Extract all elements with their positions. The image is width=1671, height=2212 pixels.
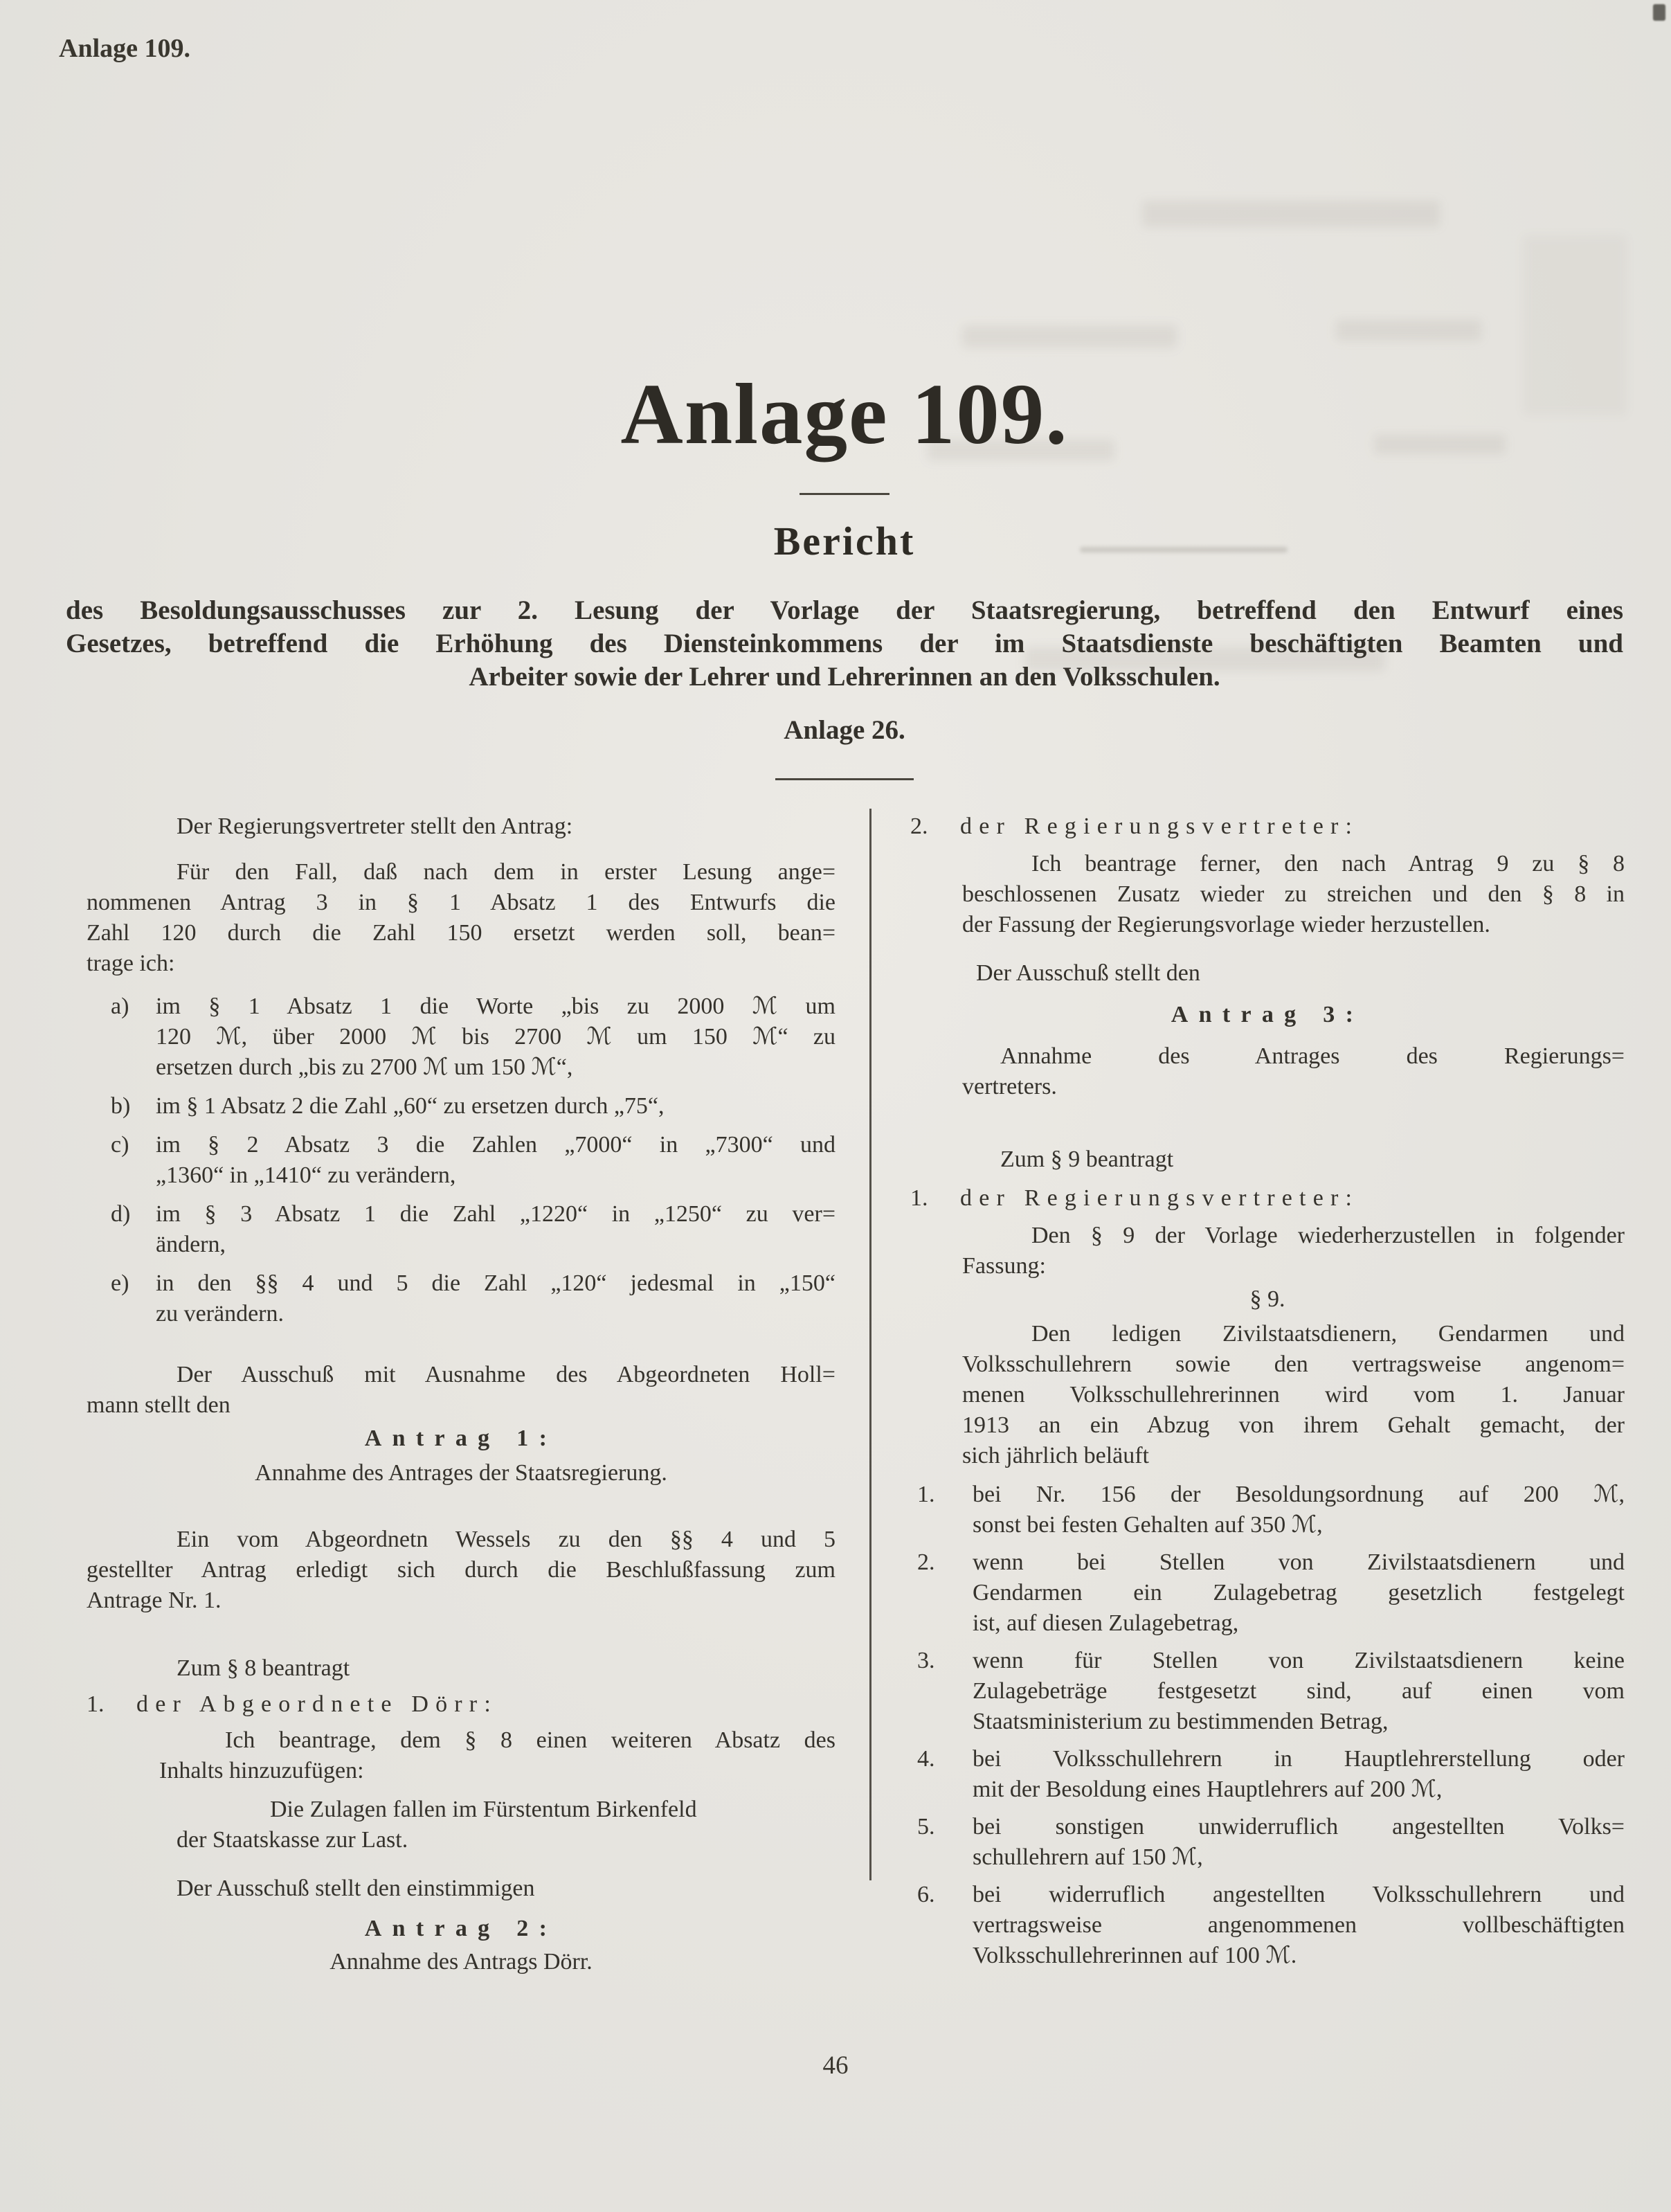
paragraph-line: Inhalts hinzuzufügen: <box>159 1758 364 1783</box>
list-item-text: wenn bei Stellen von Zivilstaatsdienern und <box>973 1549 1625 1575</box>
list-item-text: in den §§ 4 und 5 die Zahl „120“ jedesmal in „150“ <box>156 1270 836 1296</box>
paragraph-line: Zahl 120 durch die Zahl 150 ersetzt werden soll, bean= <box>87 920 836 946</box>
list-item-text: vertragsweise angenommenen vollbeschäftigten <box>973 1912 1625 1938</box>
list-item <box>87 1199 836 1260</box>
list-item-text: Zulagebeträge festgesetzt sind, auf einen vom <box>973 1678 1625 1704</box>
list-item-text: mit der Besoldung eines Hauptlehrers auf 200 ℳ, <box>973 1777 1443 1802</box>
list-item-text: bei widerruflich angestellten Volksschullehrern und <box>973 1882 1625 1907</box>
paragraph-line: Volksschullehrern sowie den vertragsweise angenom= <box>962 1351 1625 1377</box>
antrag-text-line: vertreters. <box>962 1074 1057 1099</box>
paragraph-line: Der Ausschuß stellt den einstimmigen <box>177 1876 535 1901</box>
list-item-text: ersetzen durch „bis zu 2700 ℳ um 150 ℳ“, <box>156 1054 573 1080</box>
speaker-number: 1. <box>910 1185 928 1211</box>
list-item-text: ist, auf diesen Zulagebetrag, <box>973 1610 1239 1636</box>
list-item-text: im § 1 Absatz 2 die Zahl „60“ zu ersetzen durch „75“, <box>156 1093 665 1119</box>
paragraph-line: Fassung: <box>962 1253 1046 1279</box>
antrag-text: Annahme des Antrags Dörr. <box>329 1949 593 1975</box>
paragraph-line: menen Volksschullehrerinnen wird vom 1. Januar <box>962 1382 1625 1408</box>
bleedthrough-smudge <box>1142 201 1440 227</box>
list-item <box>87 1268 836 1329</box>
list-item-text: ändern, <box>156 1232 226 1257</box>
list-item-text: schullehrern auf 150 ℳ, <box>973 1844 1203 1870</box>
quote-line: der Staatskasse zur Last. <box>177 1827 408 1853</box>
paragraph-line: Der Ausschuß stellt den <box>976 960 1200 986</box>
section-lead: Zum § 8 beantragt <box>177 1655 350 1681</box>
list-marker: c) <box>111 1132 129 1158</box>
list-item <box>87 1091 836 1122</box>
paragraph-symbol-heading: § 9. <box>1249 1286 1285 1312</box>
paragraph-line: Ich beantrage, dem § 8 einen weiteren Absatz des <box>225 1727 836 1753</box>
paragraph-line: Der Ausschuß mit Ausnahme des Abgeordneten Holl= <box>177 1362 836 1387</box>
list-item-text: sonst bei festen Gehalten auf 350 ℳ, <box>973 1512 1323 1538</box>
list-item-text: 120 ℳ, über 2000 ℳ bis 2700 ℳ um 150 ℳ“ zu <box>156 1024 836 1050</box>
speaker-name: der Regierungsvertreter: <box>960 813 1360 839</box>
paragraph-line: trage ich: <box>87 951 175 976</box>
page-number: 46 <box>822 2051 849 2080</box>
right-column <box>910 811 1625 1971</box>
paragraph <box>87 857 836 979</box>
paragraph-line: gestellter Antrag erledigt sich durch die Beschlußfassung zum <box>87 1557 836 1583</box>
ink-speck <box>1653 4 1665 21</box>
paragraph-line: Den ledigen Zivilstaatsdienern, Gendarmen und <box>1031 1321 1625 1347</box>
antrag-text: Annahme des Antrages der Staatsregierung. <box>255 1460 667 1486</box>
list-item <box>910 1812 1625 1873</box>
list-marker: d) <box>111 1201 131 1227</box>
paragraph-line: beschlossenen Zusatz wieder zu streichen und den § 8 in <box>962 881 1625 907</box>
paragraph-line: mann stellt den <box>87 1392 231 1418</box>
subtitle-line: Gesetzes, betreffend die Erhöhung des Diensteinkommens der im Staatsdienste beschäftigten Beamten und <box>66 629 1623 658</box>
list-item-text: bei sonstigen unwiderruflich angestellten Volks= <box>973 1814 1625 1840</box>
list-marker: e) <box>111 1270 129 1296</box>
paragraph-line: Der Regierungsvertreter stellt den Antrag: <box>177 813 573 839</box>
list-marker: b) <box>111 1093 131 1119</box>
list-marker: 2. <box>917 1549 935 1575</box>
quote-block <box>87 1795 836 1855</box>
list-item <box>87 991 836 1083</box>
speaker-name: der Regierungsvertreter: <box>960 1185 1360 1211</box>
report-heading: Bericht <box>773 519 916 564</box>
list-item <box>910 1547 1625 1639</box>
section-lead: Zum § 9 beantragt <box>1000 1147 1174 1172</box>
paragraph <box>910 849 1625 940</box>
paragraph <box>87 1360 836 1421</box>
list-item-text: Gendarmen ein Zulagebetrag gesetzlich festgelegt <box>973 1580 1625 1606</box>
left-column <box>87 811 836 1977</box>
paragraph <box>910 1221 1625 1282</box>
speaker-line <box>910 811 1625 842</box>
list-item <box>87 1130 836 1191</box>
title-divider <box>800 493 889 495</box>
list-item-text: im § 3 Absatz 1 die Zahl „1220“ in „1250“ zu ver= <box>156 1201 836 1227</box>
list-item-text: „1360“ in „1410“ zu verändern, <box>156 1162 456 1188</box>
paragraph-line: Den § 9 der Vorlage wiederherzustellen in folgender <box>1031 1223 1625 1248</box>
paragraph <box>87 1725 836 1786</box>
speaker-number: 2. <box>910 813 928 839</box>
bleedthrough-smudge <box>962 325 1177 348</box>
list-item-text: wenn für Stellen von Zivilstaatsdienern keine <box>973 1648 1625 1673</box>
list-item-text: bei Nr. 156 der Besoldungsordnung auf 200 ℳ, <box>973 1482 1625 1507</box>
list-marker: 5. <box>917 1814 935 1840</box>
list-marker: 6. <box>917 1882 935 1907</box>
list-item <box>910 1646 1625 1737</box>
paragraph-line: 1913 an ein Abzug von ihrem Gehalt gemacht, der <box>962 1412 1625 1438</box>
annex-reference: Anlage 26. <box>784 715 905 745</box>
subtitle-line: Arbeiter sowie der Lehrer und Lehrerinnen an den Volksschulen. <box>469 662 1220 692</box>
antrag-heading: Antrag 3: <box>1171 1002 1364 1027</box>
paragraph-line: sich jährlich beläuft <box>962 1443 1150 1468</box>
speaker-name: der Abgeordnete Dörr: <box>136 1691 498 1717</box>
list-item-text: Volksschullehrerinnen auf 100 ℳ. <box>973 1943 1297 1968</box>
antrag-text-line: Annahme des Antrages des Regierungs= <box>1000 1043 1625 1069</box>
list-item <box>910 1744 1625 1805</box>
list-item-text: bei Volksschullehrern in Hauptlehrerstellung oder <box>973 1746 1625 1772</box>
paragraph-line: Ich beantrage ferner, den nach Antrag 9 zu § 8 <box>1031 851 1625 876</box>
paragraph-line: nommenen Antrag 3 in § 1 Absatz 1 des Entwurfs die <box>87 890 836 915</box>
list-marker: 3. <box>917 1648 935 1673</box>
paragraph <box>910 1319 1625 1471</box>
section-divider <box>775 778 914 780</box>
list-item-text: Staatsministerium zu bestimmenden Betrag, <box>973 1709 1389 1734</box>
column-divider <box>869 809 871 1880</box>
list-item-text: im § 1 Absatz 1 die Worte „bis zu 2000 ℳ um <box>156 993 836 1019</box>
paragraph-line: Für den Fall, daß nach dem in erster Lesung ange= <box>177 859 836 885</box>
antrag-heading: Antrag 1: <box>364 1426 558 1451</box>
subtitle-line: des Besoldungsausschusses zur 2. Lesung der Vorlage der Staatsregierung, betreffend den Entwurf eines <box>66 595 1623 625</box>
list-marker: 1. <box>917 1482 935 1507</box>
list-item-text: im § 2 Absatz 3 die Zahlen „7000“ in „7300“ und <box>156 1132 836 1158</box>
paragraph <box>87 1525 836 1616</box>
folio-header: Anlage 109. <box>59 34 190 63</box>
list-item <box>910 1880 1625 1971</box>
speaker-number: 1. <box>87 1691 105 1717</box>
paragraph-line: Antrage Nr. 1. <box>87 1588 222 1613</box>
antrag-text-block <box>910 1041 1625 1102</box>
speaker-line <box>87 1689 836 1720</box>
report-subtitle <box>66 594 1623 694</box>
list-item-text: zu verändern. <box>156 1301 284 1327</box>
paragraph-line: Ein vom Abgeordnetn Wessels zu den §§ 4 und 5 <box>177 1527 836 1552</box>
bleedthrough-smudge <box>1336 320 1481 341</box>
antrag-heading: Antrag 2: <box>364 1916 558 1941</box>
list-marker: 4. <box>917 1746 935 1772</box>
quote-line: Die Zulagen fallen im Fürstentum Birkenfeld <box>270 1797 697 1822</box>
list-item <box>910 1480 1625 1540</box>
page-title: Anlage 109. <box>620 367 1069 462</box>
speaker-line <box>910 1183 1625 1214</box>
list-marker: a) <box>111 993 129 1019</box>
paragraph-line: der Fassung der Regierungsvorlage wieder herzustellen. <box>962 912 1490 937</box>
